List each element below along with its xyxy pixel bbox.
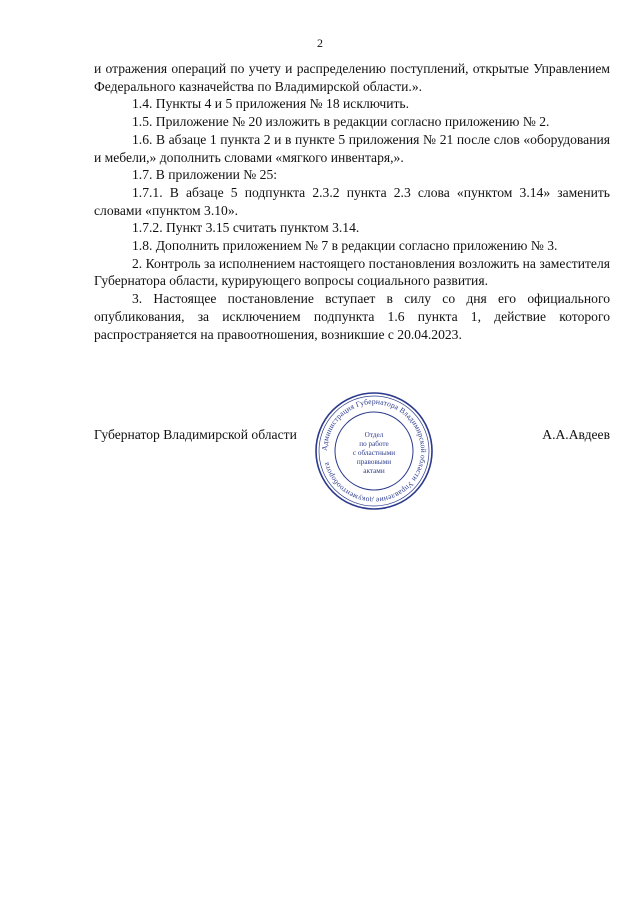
- stamp-center-line: по работе: [359, 440, 389, 448]
- signatory-title: Губернатор Владимирской области: [94, 427, 297, 442]
- stamp-center-text: [353, 431, 395, 475]
- paragraph-1-5: 1.5. Приложение № 20 изложить в редакции согласно приложению № 2.: [132, 114, 550, 130]
- stamp-center-line: актами: [363, 467, 385, 475]
- paragraph-1-7-2: 1.7.2. Пункт 3.15 считать пунктом 3.14.: [132, 220, 360, 236]
- paragraph-2: 2. Контроль за исполнением настоящего постановления возложить на заместителя Губернатора области, курирующего вопросы социального развития.: [94, 255, 610, 289]
- paragraph-3: 3. Настоящее постановление вступает в силу со дня его официального опубликования, за исключением подпункта 1.6 пункта 1, действие которого распространяется на правоотношения, возникшие с 20.04.2023.: [94, 291, 610, 342]
- signatory-name: А.А.Авдеев: [542, 427, 610, 442]
- stamp-center-line: правовыми: [356, 458, 392, 466]
- paragraph-1-7: 1.7. В приложении № 25:: [132, 167, 278, 183]
- document-body: [94, 60, 610, 343]
- paragraph-1-4: 1.4. Пункты 4 и 5 приложения № 18 исключить.: [132, 96, 410, 112]
- stamp-outer-text: Администрация Губернатора Владимирской области Управление документооборота: [319, 396, 429, 506]
- official-stamp: [313, 390, 435, 512]
- paragraph-continuation: и отражения операций по учету и распределению поступлений, открытые Управлением Федерального казначейства по Владимирской области.».: [94, 61, 610, 94]
- paragraph-1-7-1: 1.7.1. В абзаце 5 подпункта 2.3.2 пункта 2.3 слова «пунктом 3.14» заменить словами «пунктом 3.10».: [94, 184, 610, 218]
- paragraph-1-8: 1.8. Дополнить приложением № 7 в редакции согласно приложению № 3.: [132, 238, 558, 254]
- page-number: 2: [317, 36, 323, 50]
- stamp-center-line: Отдел: [364, 431, 384, 439]
- stamp-center-line: с областными: [352, 449, 396, 457]
- paragraph-1-6: 1.6. В абзаце 1 пункта 2 и в пункте 5 приложения № 21 после слов «оборудования и мебели,» дополнить словами «мягкого инвентаря,».: [94, 131, 610, 165]
